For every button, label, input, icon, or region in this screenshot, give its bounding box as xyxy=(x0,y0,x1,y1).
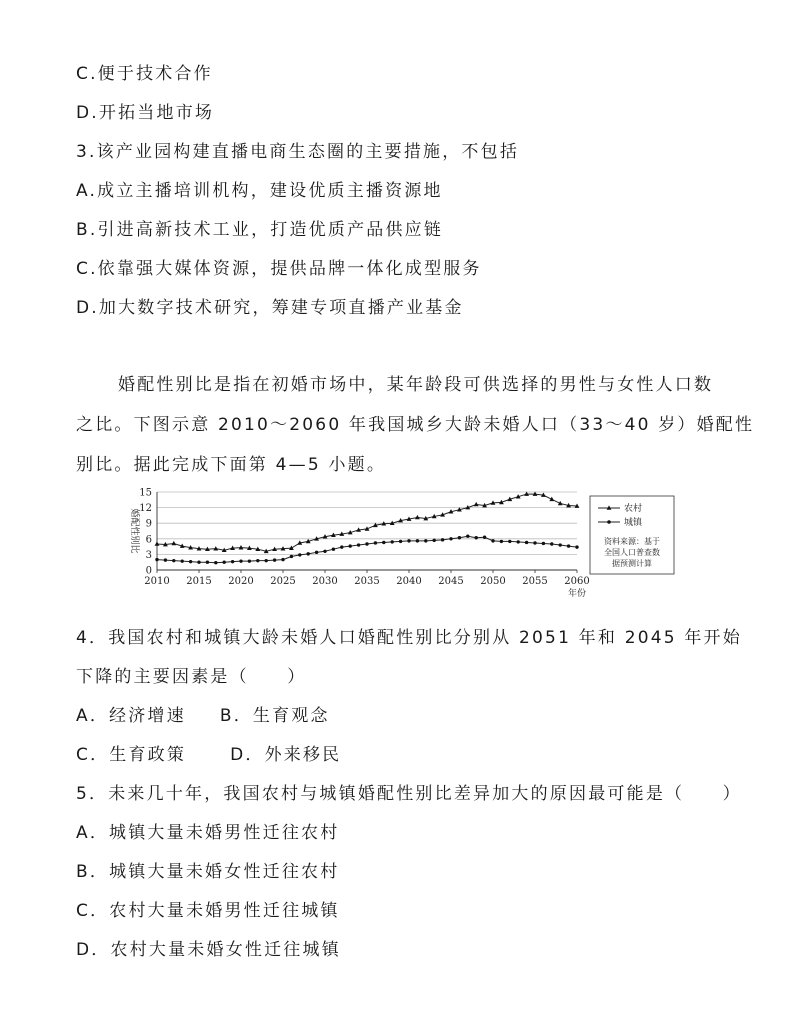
urban-data-point xyxy=(449,537,452,540)
urban-data-point xyxy=(542,542,545,545)
x-tick-label: 2060 xyxy=(564,576,590,587)
rural-data-point xyxy=(171,541,176,545)
urban-data-point xyxy=(533,541,536,544)
urban-data-point xyxy=(399,540,402,543)
urban-data-point xyxy=(265,559,268,562)
urban-data-point xyxy=(197,561,200,564)
y-tick-label: 0 xyxy=(145,565,152,577)
urban-data-point xyxy=(172,559,175,562)
marriage-sex-ratio-chart xyxy=(112,484,682,602)
question-5-option-d: D．农村大量未婚女性迁往城镇 xyxy=(76,940,341,960)
rural-data-point xyxy=(415,515,420,519)
urban-data-point xyxy=(500,540,503,543)
urban-data-point xyxy=(164,558,167,561)
urban-data-point xyxy=(214,561,217,564)
urban-data-point xyxy=(433,539,436,542)
question-4-options-row-1 xyxy=(76,705,330,727)
intro-paragraph-line-3: 别比。据此完成下面第 4—5 小题。 xyxy=(76,455,387,475)
source-note-line: 据预测计算 xyxy=(612,559,652,568)
intro-paragraph-line-2: 之比。下图示意 2010～2060 年我国城乡大龄未婚人口（33～40 岁）婚配性 xyxy=(76,415,755,435)
legend-label-urban: 城镇 xyxy=(624,518,643,528)
urban-data-point xyxy=(315,551,318,554)
urban-data-point xyxy=(340,545,343,548)
urban-data-point xyxy=(239,559,242,562)
urban-data-point xyxy=(575,545,578,548)
urban-data-point xyxy=(181,559,184,562)
x-tick-label: 2035 xyxy=(354,576,380,587)
urban-data-point xyxy=(189,560,192,563)
urban-data-point xyxy=(391,540,394,543)
legend-marker-urban xyxy=(607,520,611,524)
question-4-option-b: B．生育观念 xyxy=(219,706,330,726)
urban-data-point xyxy=(256,559,259,562)
question-4-options-row-2 xyxy=(76,744,341,766)
x-tick-label: 2040 xyxy=(396,576,422,587)
question-3-option-b: B.引进高新技术工业，打造优质产品供应链 xyxy=(76,220,444,240)
question-4-stem-line-1: 4．我国农村和城镇大龄未婚人口婚配性别比分别从 2051 年和 2045 年开始 xyxy=(76,628,742,648)
source-note-line: 全国人口普查数 xyxy=(604,548,660,557)
urban-data-point xyxy=(567,544,570,547)
urban-data-point xyxy=(273,558,276,561)
urban-data-point xyxy=(349,544,352,547)
urban-data-point xyxy=(374,541,377,544)
x-axis-label: 年份 xyxy=(568,589,587,599)
question-5-option-a: A．城镇大量未婚男性迁往农村 xyxy=(76,823,340,843)
question-5-stem: 5．未来几十年，我国农村与城镇婚配性别比差异加大的原因最可能是（ ） xyxy=(76,784,742,804)
urban-data-point xyxy=(248,559,251,562)
urban-data-point xyxy=(231,560,234,563)
urban-data-point xyxy=(525,541,528,544)
y-tick-label: 9 xyxy=(145,518,152,530)
urban-data-point xyxy=(424,539,427,542)
rural-data-point xyxy=(474,502,479,506)
urban-data-point xyxy=(466,535,469,538)
question-5-option-c: C．农村大量未婚男性迁往城镇 xyxy=(76,901,340,921)
urban-data-point xyxy=(332,548,335,551)
y-axis-label: 婚配性别比 xyxy=(129,508,139,554)
urban-data-point xyxy=(550,542,553,545)
question-3-stem: 3.该产业园构建直播电商生态圈的主要措施，不包括 xyxy=(76,142,520,162)
question-2-option-d: D.开拓当地市场 xyxy=(76,103,215,123)
urban-data-point xyxy=(155,558,158,561)
urban-data-point xyxy=(298,553,301,556)
question-2-option-c: C.便于技术合作 xyxy=(76,64,213,84)
urban-data-point xyxy=(416,539,419,542)
x-tick-label: 2015 xyxy=(186,576,212,587)
urban-data-point xyxy=(357,543,360,546)
urban-data-point xyxy=(281,558,284,561)
urban-data-point xyxy=(407,539,410,542)
y-tick-label: 12 xyxy=(139,503,152,515)
question-4-stem-line-2: 下降的主要因素是（ ） xyxy=(76,667,307,687)
urban-data-point xyxy=(517,540,520,543)
question-4-option-a: A．经济增速 xyxy=(76,706,186,726)
y-tick-label: 15 xyxy=(139,487,152,499)
urban-data-point xyxy=(491,539,494,542)
question-4-option-c: C．生育政策 xyxy=(76,745,187,765)
urban-data-point xyxy=(441,538,444,541)
question-3-option-c: C.依靠强大媒体资源，提供品牌一体化成型服务 xyxy=(76,259,482,279)
legend-label-rural: 农村 xyxy=(624,504,643,514)
urban-data-point xyxy=(382,541,385,544)
urban-data-point xyxy=(223,561,226,564)
urban-data-point xyxy=(508,540,511,543)
rural-data-point xyxy=(239,545,244,549)
source-note-line: 资料来源：基于 xyxy=(604,537,660,546)
rural-data-point xyxy=(289,546,294,550)
x-tick-label: 2045 xyxy=(438,576,464,587)
urban-data-point xyxy=(307,552,310,555)
urban-data-point xyxy=(458,536,461,539)
line-chart-svg xyxy=(112,484,682,602)
x-tick-label: 2050 xyxy=(480,576,506,587)
x-tick-label: 2030 xyxy=(312,576,338,587)
urban-data-point xyxy=(559,543,562,546)
rural-data-point xyxy=(155,541,160,545)
x-tick-label: 2025 xyxy=(270,576,296,587)
question-3-option-d: D.加大数字技术研究，筹建专项直播产业基金 xyxy=(76,298,464,318)
urban-data-point xyxy=(290,555,293,558)
x-tick-label: 2055 xyxy=(522,576,548,587)
question-3-option-a: A.成立主播培训机构，建设优质主播资源地 xyxy=(76,181,443,201)
urban-data-point xyxy=(323,550,326,553)
x-tick-label: 2020 xyxy=(228,576,254,587)
question-5-option-b: B．城镇大量未婚女性迁往农村 xyxy=(76,862,340,882)
intro-paragraph-line-1: 婚配性别比是指在初婚市场中，某年龄段可供选择的男性与女性人口数 xyxy=(118,375,714,395)
urban-data-point xyxy=(475,536,478,539)
rural-data-point xyxy=(213,546,218,550)
y-tick-label: 3 xyxy=(145,549,152,561)
urban-data-point xyxy=(483,536,486,539)
x-tick-label: 2010 xyxy=(144,576,170,587)
question-4-option-d: D．外来移民 xyxy=(230,745,342,765)
y-tick-label: 6 xyxy=(145,534,152,546)
urban-data-point xyxy=(206,561,209,564)
urban-data-point xyxy=(365,542,368,545)
